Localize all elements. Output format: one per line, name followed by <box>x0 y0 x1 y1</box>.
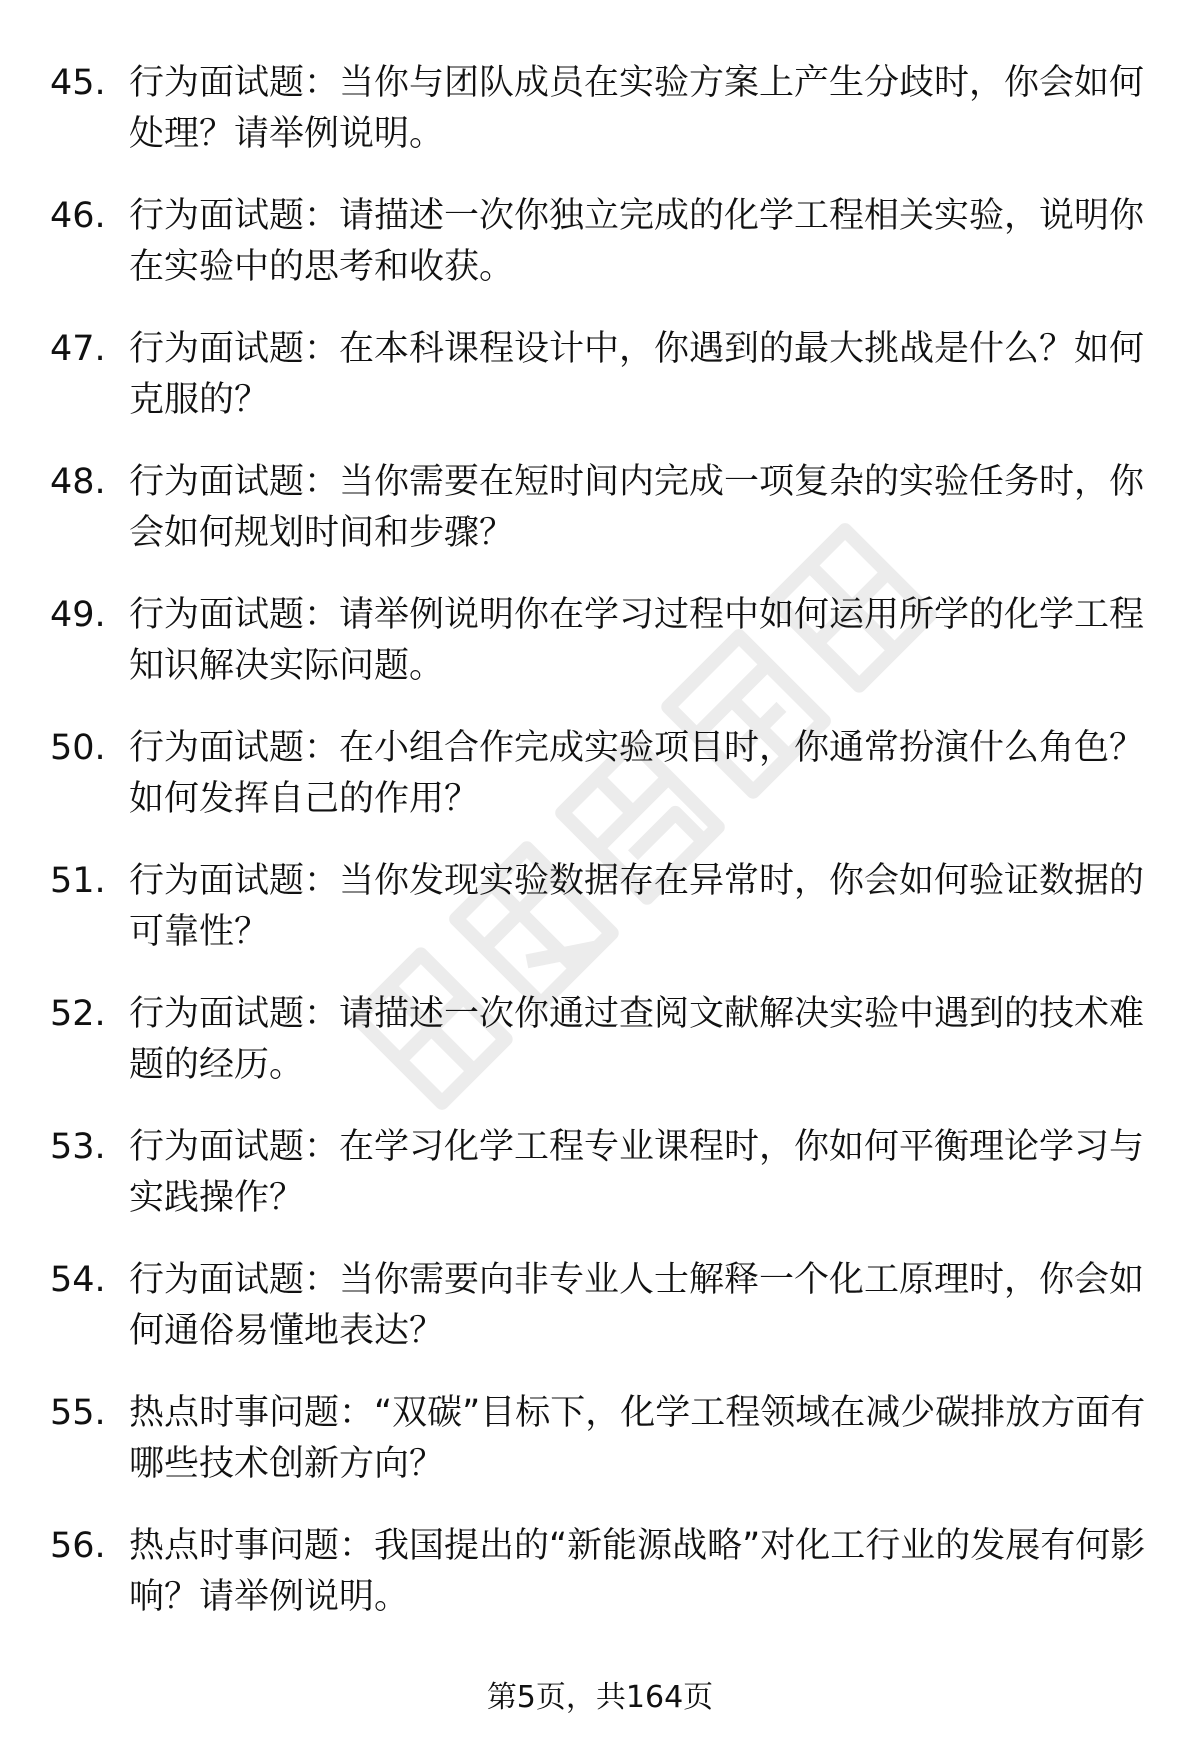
question-item <box>50 1388 1150 1521</box>
question-item <box>50 324 1150 457</box>
question-number: 45. <box>50 63 106 103</box>
question-item <box>50 723 1150 856</box>
question-text: 行为面试题：当你发现实验数据存在异常时，你会如何验证数据的可靠性？ <box>129 861 1145 952</box>
question-item <box>50 989 1150 1122</box>
question-number: 51. <box>50 861 106 901</box>
question-text: 行为面试题：在小组合作完成实验项目时，你通常扮演什么角色？如何发挥自己的作用？ <box>129 728 1145 819</box>
question-text: 行为面试题：请描述一次你通过查阅文献解决实验中遇到的技术难题的经历。 <box>129 994 1145 1085</box>
question-item <box>50 1521 1150 1654</box>
question-text: 行为面试题：在本科课程设计中，你遇到的最大挑战是什么？如何克服的？ <box>129 329 1145 420</box>
question-number: 50. <box>50 728 106 768</box>
question-number: 54. <box>50 1260 106 1300</box>
question-text: 行为面试题：请描述一次你独立完成的化学工程相关实验，说明你在实验中的思考和收获。 <box>129 196 1145 287</box>
question-text: 热点时事问题：我国提出的“新能源战略”对化工行业的发展有何影响？请举例说明。 <box>129 1526 1146 1617</box>
question-number: 56. <box>50 1526 106 1566</box>
question-item <box>50 590 1150 723</box>
question-text: 行为面试题：当你与团队成员在实验方案上产生分歧时，你会如何处理？请举例说明。 <box>129 63 1145 154</box>
page-footer <box>0 1678 1200 1718</box>
question-number: 47. <box>50 329 106 369</box>
question-number: 52. <box>50 994 106 1034</box>
question-list <box>50 58 1150 1654</box>
question-item <box>50 1255 1150 1388</box>
page-number-label: 第5页，共164页 <box>486 1680 714 1715</box>
question-item <box>50 191 1150 324</box>
question-number: 49. <box>50 595 106 635</box>
question-item <box>50 856 1150 989</box>
question-item <box>50 1122 1150 1255</box>
question-number: 53. <box>50 1127 106 1167</box>
question-number: 55. <box>50 1393 106 1433</box>
question-text: 热点时事问题：“双碳”目标下，化学工程领域在减少碳排放方面有哪些技术创新方向？ <box>129 1393 1146 1484</box>
question-item <box>50 58 1150 191</box>
question-text: 行为面试题：请举例说明你在学习过程中如何运用所学的化学工程知识解决实际问题。 <box>129 595 1145 686</box>
question-item <box>50 457 1150 590</box>
question-text: 行为面试题：当你需要向非专业人士解释一个化工原理时，你会如何通俗易懂地表达？ <box>129 1260 1145 1351</box>
question-number: 46. <box>50 196 106 236</box>
question-text: 行为面试题：在学习化学工程专业课程时，你如何平衡理论学习与实践操作？ <box>129 1127 1145 1218</box>
question-number: 48. <box>50 462 106 502</box>
question-text: 行为面试题：当你需要在短时间内完成一项复杂的实验任务时，你会如何规划时间和步骤？ <box>129 462 1145 553</box>
